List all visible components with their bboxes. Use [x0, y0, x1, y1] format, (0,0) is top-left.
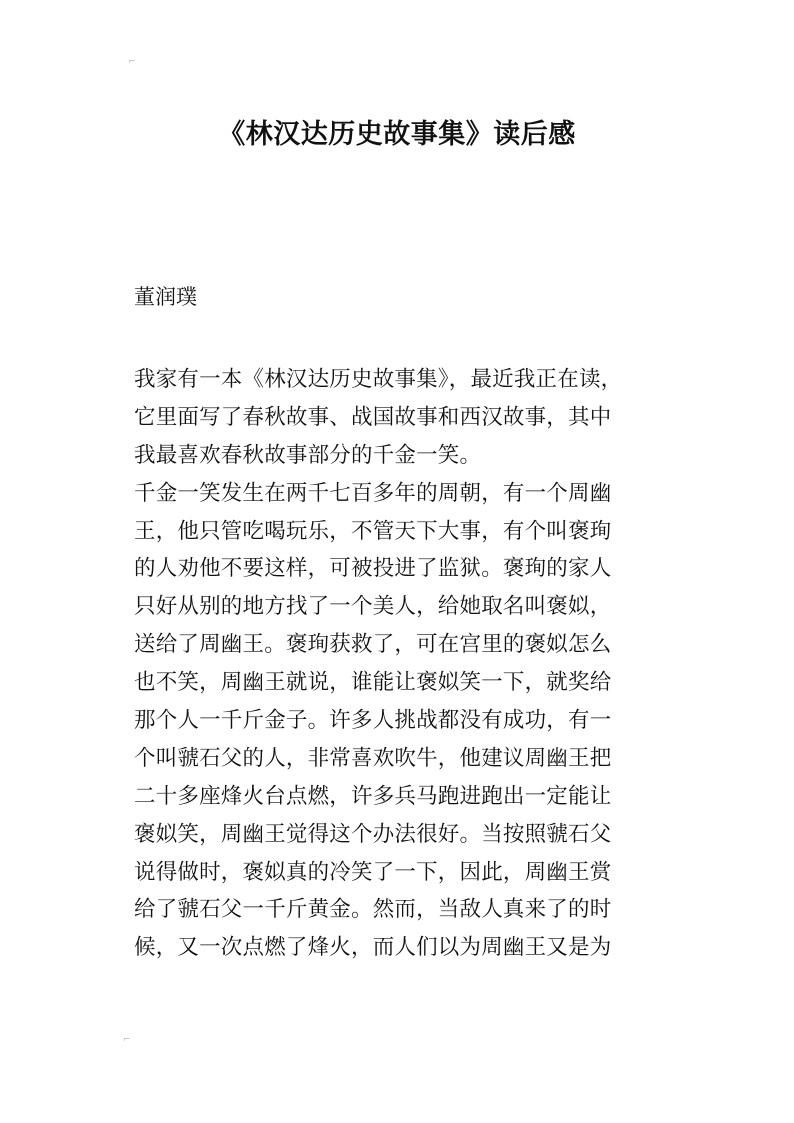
- text-line: 个叫虢石父的人，非常喜欢吹牛，他建议周幽王把: [134, 745, 612, 771]
- text-line: 给了虢石父一千斤黄金。然而，当敌人真来了的时: [134, 897, 612, 923]
- author-name: 董润璞: [134, 285, 197, 309]
- text-line: 那个人一千斤金子。许多人挑战都没有成功，有一: [134, 708, 612, 734]
- essay-body: [134, 361, 664, 967]
- document-title: 《林汉达历史故事集》读后感: [218, 119, 576, 151]
- text-line: 候，又一次点燃了烽火，而人们以为周幽王又是为: [134, 935, 612, 961]
- text-line: 千金一笑发生在两千七百多年的周朝，有一个周幽: [134, 480, 612, 506]
- page-corner-mark-top: ⌐: [128, 57, 136, 67]
- text-line: 二十多座烽火台点燃，许多兵马跑进跑出一定能让: [134, 783, 612, 809]
- text-line: 说得做时，褒姒真的冷笑了一下，因此，周幽王赏: [134, 859, 612, 885]
- text-line: 送给了周幽王。褒珣获救了，可在宫里的褒姒怎么: [134, 632, 612, 658]
- text-line: 只好从别的地方找了一个美人，给她取名叫褒姒，: [134, 594, 612, 620]
- text-line: 我家有一本《林汉达历史故事集》，最近我正在读，: [134, 367, 623, 392]
- text-line: 它里面写了春秋故事、战国故事和西汉故事，其中: [134, 404, 612, 430]
- text-line: 的人劝他不要这样，可被投进了监狱。褒珣的家人: [134, 556, 612, 582]
- text-line: 褒姒笑，周幽王觉得这个办法很好。当按照虢石父: [134, 821, 612, 847]
- page-corner-mark-bottom: ⌐: [123, 1035, 131, 1045]
- text-line: 我最喜欢春秋故事部分的千金一笑。: [134, 442, 482, 468]
- text-line: 王，他只管吃喝玩乐，不管天下大事，有个叫褒珣: [134, 518, 612, 544]
- text-line: 也不笑，周幽王就说，谁能让褒姒笑一下，就奖给: [134, 670, 612, 696]
